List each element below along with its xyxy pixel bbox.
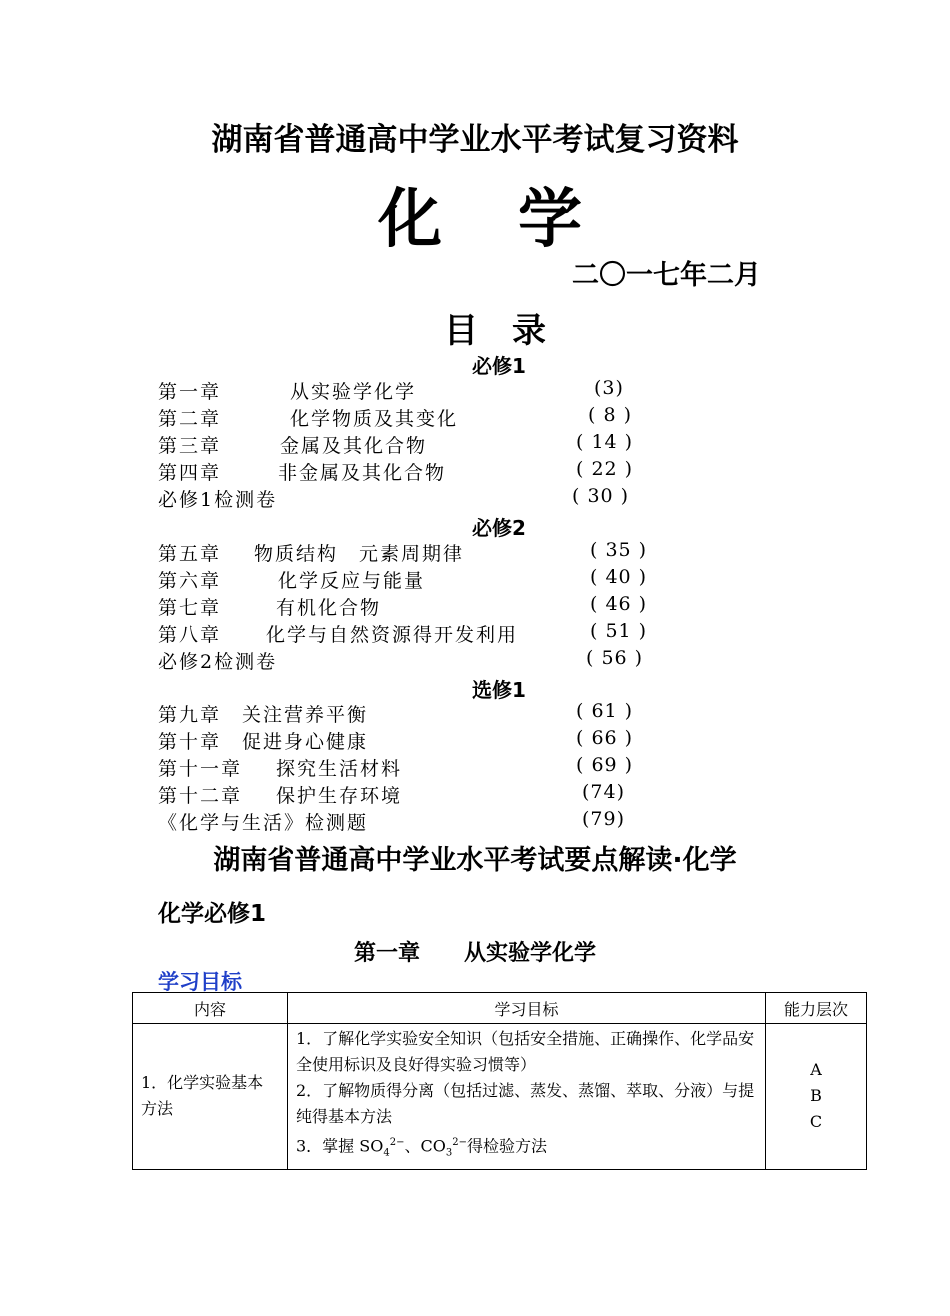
toc-entry-chapter: 第一章: [158, 381, 222, 403]
goal-item: 1．了解化学实验安全知识（包括安全措施、正确操作、化学品安全使用标识及良好得实验习惯等）: [296, 1029, 755, 1074]
header-ability-level: 能力层次: [766, 993, 867, 1024]
toc-section-label: 选修1: [472, 678, 526, 702]
toc-entry: [158, 781, 678, 807]
toc-entry: [158, 647, 678, 673]
toc-entry-chapter: 第十一章: [158, 758, 243, 780]
toc-heading: 目 录: [444, 311, 546, 351]
toc-entry-chapter: 第六章: [158, 570, 222, 592]
toc-entry: [158, 377, 678, 403]
toc-section-label: 必修2: [472, 516, 526, 540]
header-goals: 学习目标: [288, 993, 766, 1024]
toc-entry-chapter: 第三章: [158, 435, 222, 457]
toc-entry-title: 非金属及其化合物: [278, 462, 447, 484]
toc-entry-page: ( 14 ): [576, 431, 634, 453]
document-date: 二〇一七年二月: [572, 260, 761, 291]
toc-entry-title: 有机化合物: [276, 597, 382, 619]
row-levels: [766, 1024, 867, 1170]
key-points-title: 湖南省普通高中学业水平考试要点解读·化学: [213, 845, 737, 876]
toc-entry: [158, 404, 678, 430]
table-header-row: [133, 993, 867, 1024]
toc-entry-page: ( 30 ): [572, 485, 630, 507]
toc-entry-chapter: 《化学与生活》检测题: [158, 812, 369, 834]
chapter-1-title: 第一章 从实验学化学: [353, 941, 596, 966]
toc-entry-page: ( 22 ): [576, 458, 634, 480]
toc-entry-chapter: 第十章: [158, 731, 222, 753]
subject-title: 化 学: [378, 183, 588, 257]
toc-entry-title: 保护生存环境: [276, 785, 403, 807]
toc-entry-page: (74): [582, 781, 626, 803]
toc-entry-chapter: 第二章: [158, 408, 222, 430]
goal-item: 3．掌握 $SO_4^{2-}$、$CO_3^{2-}$得检验方法: [296, 1136, 547, 1159]
toc-entry-title: 化学物质及其变化: [290, 408, 459, 430]
toc-entry: [158, 754, 678, 780]
compulsory-1-heading: 化学必修1: [158, 901, 267, 927]
toc-entry-title: 物质结构 元素周期律: [254, 543, 465, 565]
toc-entry-title: 关注营养平衡: [242, 704, 369, 726]
toc-entry-page: ( 35 ): [590, 539, 648, 561]
toc-entry: [158, 808, 678, 834]
toc-entry-title: 促进身心健康: [242, 731, 369, 753]
toc-entry-chapter: 第七章: [158, 597, 222, 619]
toc-entry-chapter: 第五章: [158, 543, 222, 565]
toc-entry-title: 金属及其化合物: [280, 435, 428, 457]
table-row: [133, 1024, 867, 1170]
toc-entry: [158, 700, 678, 726]
toc-entry-title: 从实验学化学: [290, 381, 417, 403]
level-item: A: [810, 1060, 822, 1080]
toc-entry-chapter: 第四章: [158, 462, 222, 484]
toc-entry: [158, 485, 678, 511]
toc-section-label: 必修1: [472, 354, 526, 378]
toc-entry-chapter: 必修2检测卷: [158, 651, 278, 673]
toc-entry-title: 化学反应与能量: [278, 570, 426, 592]
toc-entry-chapter: 必修1检测卷: [158, 489, 278, 511]
toc-entry: [158, 620, 678, 646]
toc-entry-chapter: 第九章: [158, 704, 222, 726]
toc-entry: [158, 593, 678, 619]
toc-entry-page: ( 46 ): [590, 593, 648, 615]
row-content: 1．化学实验基本方法: [133, 1024, 288, 1170]
toc-entry-page: ( 40 ): [590, 566, 648, 588]
toc-entry-page: ( 69 ): [576, 754, 634, 776]
level-item: B: [810, 1086, 822, 1106]
toc-entry-page: ( 51 ): [590, 620, 648, 642]
toc-entry: [158, 539, 678, 565]
learning-goals-table: [132, 992, 867, 1170]
toc-entry-page: ( 66 ): [576, 727, 634, 749]
row-goals: [288, 1024, 766, 1170]
toc-entry: [158, 566, 678, 592]
toc-entry: [158, 431, 678, 457]
toc-entry-title: 探究生活材料: [276, 758, 403, 780]
toc-entry-page: (3): [594, 377, 624, 399]
toc-entry-chapter: 第八章: [158, 624, 222, 646]
toc-entry-page: ( 61 ): [576, 700, 634, 722]
goal-item: 2．了解物质得分离（包括过滤、蒸发、蒸馏、萃取、分液）与提纯得基本方法: [296, 1081, 755, 1126]
toc-entry: [158, 458, 678, 484]
toc-entry-chapter: 第十二章: [158, 785, 243, 807]
learning-goals-label: 学习目标: [158, 970, 242, 994]
level-item: C: [809, 1112, 823, 1132]
toc-entry-title: 化学与自然资源得开发利用: [266, 624, 519, 646]
header-content: 内容: [133, 993, 288, 1024]
document-title: 湖南省普通高中学业水平考试复习资料: [211, 122, 739, 158]
toc-entry-page: ( 56 ): [586, 647, 644, 669]
toc-entry: [158, 727, 678, 753]
toc-entry-page: (79): [582, 808, 626, 830]
toc-entry-page: ( 8 ): [588, 404, 632, 426]
